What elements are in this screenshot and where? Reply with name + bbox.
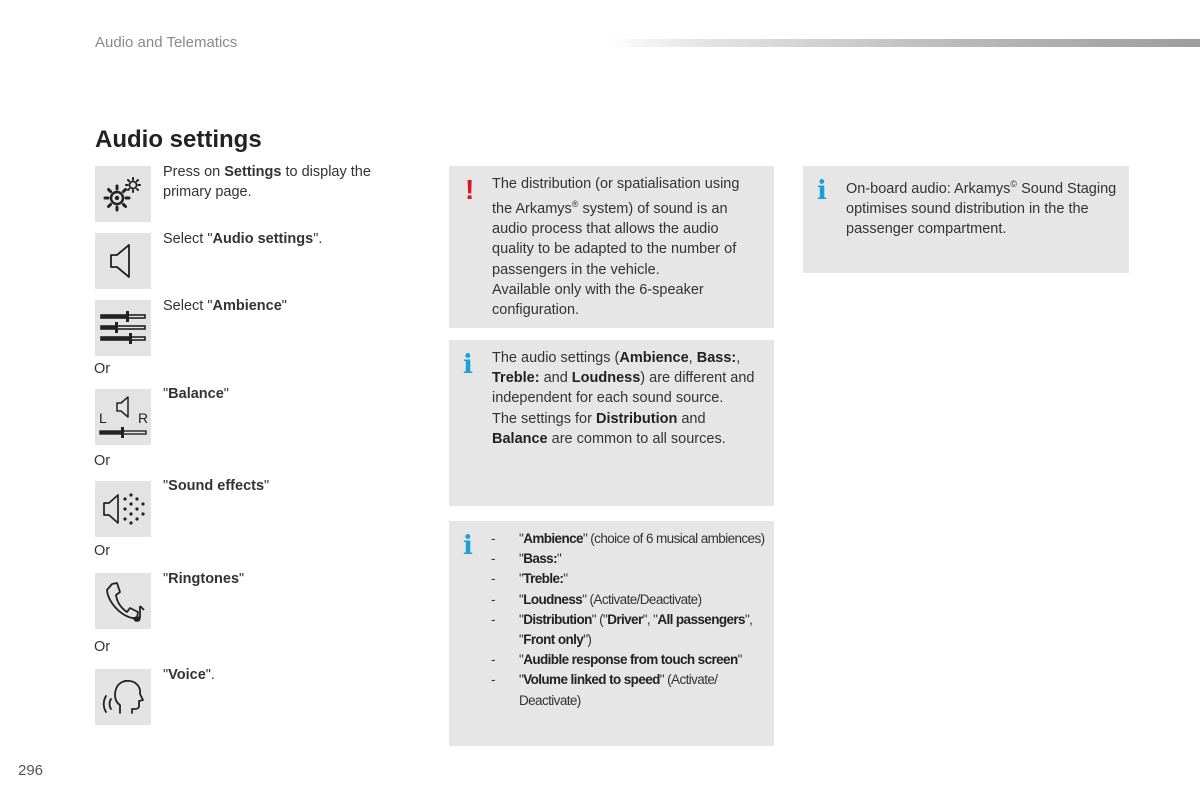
info-note-settings xyxy=(449,340,774,506)
info-icon: i xyxy=(463,531,473,561)
options-list-container xyxy=(491,529,767,711)
warning-icon: ! xyxy=(465,174,475,205)
step-balance-text: "Balance" xyxy=(163,386,229,402)
step-sound-effects-text: "Sound effects" xyxy=(163,478,270,494)
list-item: - "Bass:" xyxy=(491,549,767,569)
info-note-settings-text: The audio settings (Ambience, Bass:, Treble: and Loudness) are different and independent for each sound source. The settings for Distribution and Balance are common to all sources. xyxy=(492,350,755,447)
or-label: Or xyxy=(94,543,111,559)
step-audio-settings-text: Select "Audio settings". xyxy=(163,231,323,247)
info-icon: i xyxy=(817,176,827,206)
list-item: - "Audible response from touch screen" xyxy=(491,650,767,670)
step-settings-text: Press on Settings to display the primary page. xyxy=(163,164,371,200)
voice-head-icon[interactable] xyxy=(95,669,151,725)
info-note-options xyxy=(449,521,774,746)
options-list xyxy=(491,529,767,711)
or-label: Or xyxy=(94,361,111,377)
settings-gears-icon[interactable] xyxy=(95,166,151,222)
or-label: Or xyxy=(94,453,111,469)
page-title: Audio settings xyxy=(95,126,262,153)
speaker-icon[interactable] xyxy=(95,233,151,289)
info-icon: i xyxy=(463,350,473,380)
phone-ringtone-icon[interactable] xyxy=(95,573,151,629)
sound-effects-icon[interactable] xyxy=(95,481,151,537)
list-item: - "Ambience" (choice of 6 musical ambiences) xyxy=(491,529,767,549)
balance-left-label: L xyxy=(99,410,107,426)
list-item: - "Volume linked to speed" (Activate/ Deactivate) xyxy=(491,670,767,710)
page-number: 296 xyxy=(18,762,44,779)
balance-right-label: R xyxy=(138,410,149,426)
info-note-onboard-audio xyxy=(803,166,1129,273)
list-item: - "Distribution" ("Driver", "All passengers", "Front only") xyxy=(491,610,767,650)
step-ambience-text: Select "Ambience" xyxy=(163,298,287,314)
step-ringtones-text: "Ringtones" xyxy=(163,571,245,587)
step-voice-text: "Voice". xyxy=(163,667,215,683)
list-item: - "Loudness" (Activate/Deactivate) xyxy=(491,590,767,610)
or-label: Or xyxy=(94,639,111,655)
balance-icon[interactable] xyxy=(95,389,151,445)
list-item: - "Treble:" xyxy=(491,569,767,589)
warning-note-text: The distribution (or spatialisation using the Arkamys® system) of sound is an audio process that allows the audio quality to be adapted to the number of passengers in the vehicle. Available only with the 6-speaker configuration. xyxy=(492,176,740,319)
info-note-onboard-text: On-board audio: Arkamys© Sound Staging optimises sound distribution in the the passenger compartment. xyxy=(846,179,1117,238)
section-title: Audio and Telematics xyxy=(95,34,238,51)
header-gradient-bar xyxy=(605,39,1200,47)
equalizer-sliders-icon[interactable] xyxy=(95,300,151,356)
warning-note-distribution xyxy=(449,166,774,328)
